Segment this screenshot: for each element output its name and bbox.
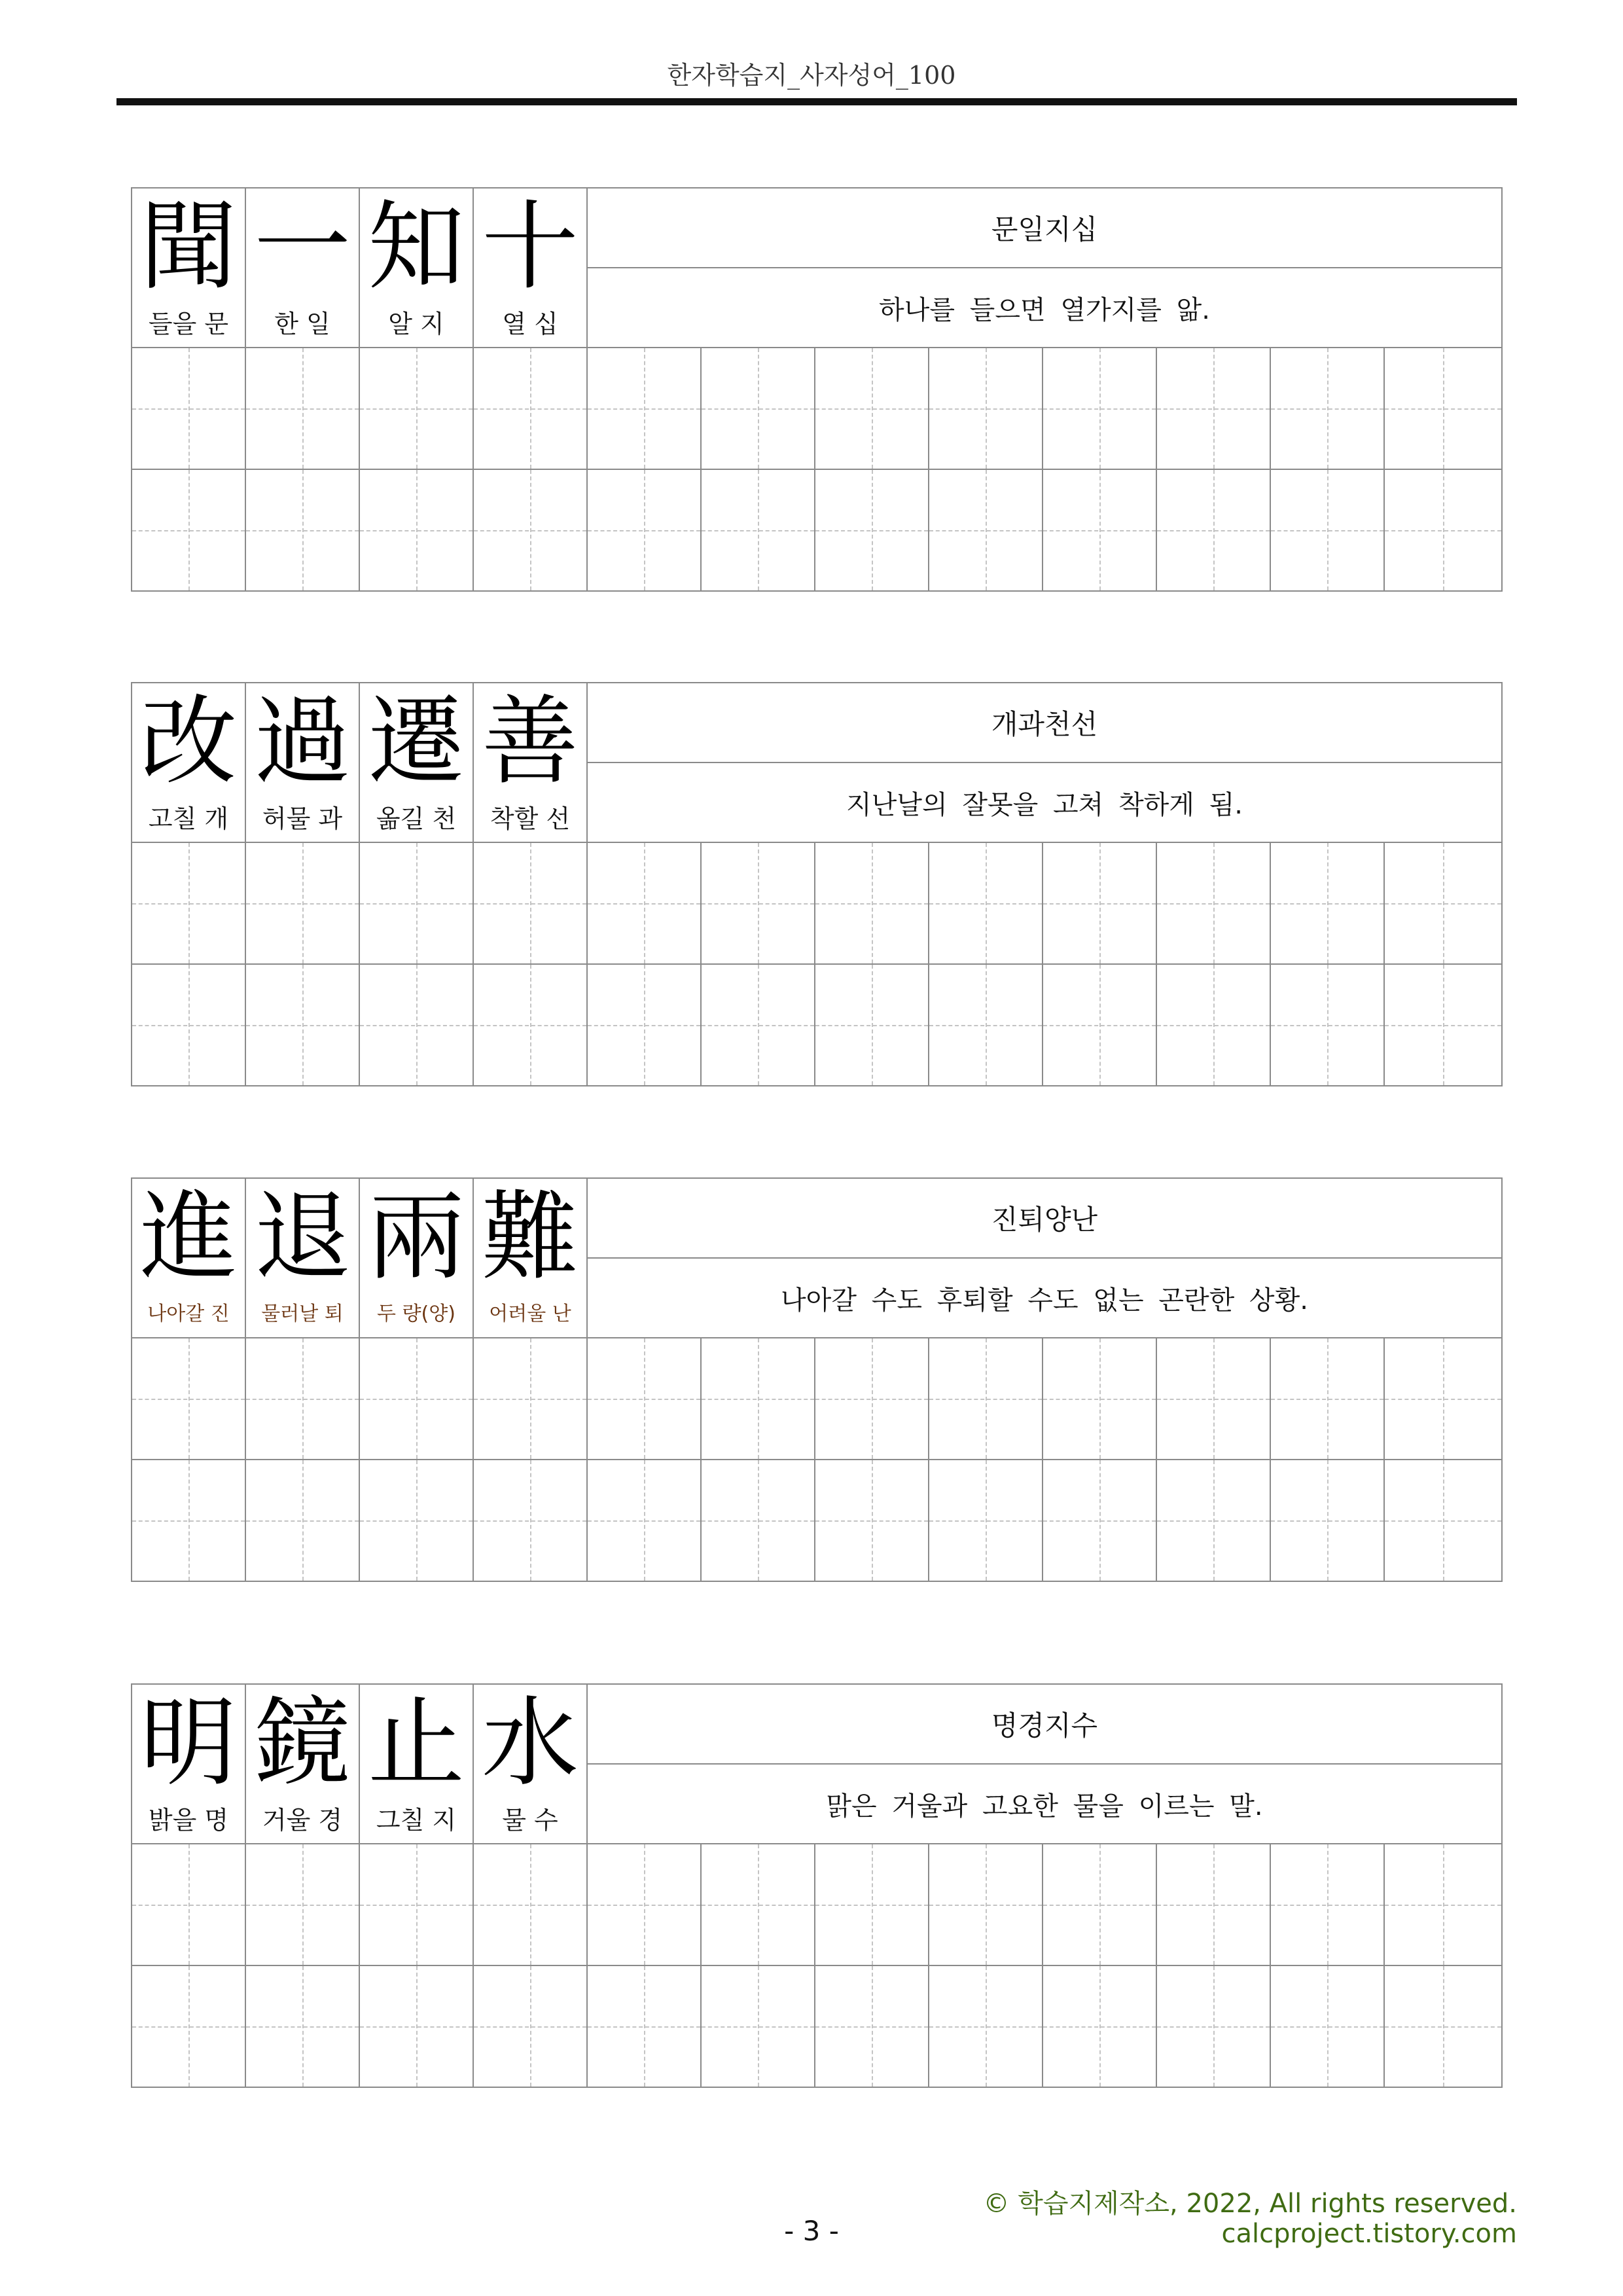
- practice-cell[interactable]: [700, 1459, 815, 1582]
- guide-line-horizontal: [815, 1520, 928, 1522]
- guide-line-horizontal: [588, 903, 700, 905]
- footer-copyright: © 학습지제작소, 2022, All rights reserved.: [983, 2189, 1517, 2219]
- guide-line-horizontal: [815, 2026, 928, 2028]
- practice-cell[interactable]: [700, 1337, 815, 1460]
- practice-cell[interactable]: [359, 347, 474, 470]
- guide-line-horizontal: [1385, 1905, 1501, 1906]
- hun-eum-label: 물러날 퇴: [261, 1302, 344, 1325]
- practice-cell[interactable]: [473, 347, 588, 470]
- guide-line-horizontal: [588, 1905, 700, 1906]
- guide-line-horizontal: [815, 903, 928, 905]
- idiom-block: [131, 1683, 1503, 2087]
- idiom-reading: 진퇴양난: [991, 1204, 1098, 1236]
- idiom-reading: 명경지수: [991, 1710, 1098, 1742]
- guide-line-horizontal: [1385, 408, 1501, 410]
- practice-cell[interactable]: [1156, 1843, 1271, 1966]
- practice-cell[interactable]: [1383, 1843, 1503, 1966]
- hanja-cell: [131, 1683, 246, 1844]
- idiom-meaning: 맑은 거울과 고요한 물을 이르는 말.: [826, 1791, 1263, 1821]
- guide-line-horizontal: [1385, 1399, 1501, 1400]
- hun-eum-label: 열 십: [502, 310, 558, 338]
- practice-cell[interactable]: [131, 347, 246, 470]
- idiom-block: [131, 1177, 1503, 1581]
- hanja-character: 進: [140, 1181, 237, 1293]
- meaning-cell: [586, 1763, 1503, 1844]
- practice-cell[interactable]: [131, 1337, 246, 1460]
- guide-line-horizontal: [588, 408, 700, 410]
- hun-eum-label: 거울 경: [262, 1806, 343, 1835]
- practice-cell[interactable]: [700, 842, 815, 965]
- guide-line-horizontal: [1043, 2026, 1156, 2028]
- practice-cell[interactable]: [131, 842, 246, 965]
- practice-cell[interactable]: [473, 963, 588, 1086]
- guide-line-horizontal: [702, 1399, 814, 1400]
- practice-cell[interactable]: [586, 1337, 702, 1460]
- guide-line-horizontal: [1157, 903, 1270, 905]
- guide-line-horizontal: [815, 1905, 928, 1906]
- idiom-meaning: 나아갈 수도 후퇴할 수도 없는 곤란한 상황.: [781, 1285, 1308, 1316]
- guide-line-horizontal: [815, 1025, 928, 1026]
- guide-line-horizontal: [815, 1399, 928, 1400]
- practice-cell[interactable]: [1383, 963, 1503, 1086]
- guide-line-horizontal: [1043, 1025, 1156, 1026]
- guide-line-horizontal: [246, 2026, 359, 2028]
- guide-line-horizontal: [815, 408, 928, 410]
- hanja-character: 遷: [368, 685, 465, 798]
- guide-line-horizontal: [1271, 903, 1383, 905]
- hun-eum-label: 두 량(양): [377, 1302, 455, 1325]
- practice-cell[interactable]: [1270, 1459, 1385, 1582]
- practice-cell[interactable]: [245, 469, 360, 592]
- practice-cell[interactable]: [131, 469, 246, 592]
- practice-cell[interactable]: [928, 963, 1043, 1086]
- practice-cell[interactable]: [586, 1459, 702, 1582]
- guide-line-horizontal: [588, 1399, 700, 1400]
- practice-cell[interactable]: [1042, 963, 1157, 1086]
- hanja-character: 退: [254, 1181, 351, 1293]
- footer-url: calcproject.tistory.com: [1221, 2219, 1517, 2249]
- guide-line-horizontal: [1043, 903, 1156, 905]
- hanja-cell: [245, 187, 360, 348]
- practice-cell[interactable]: [1383, 469, 1503, 592]
- guide-line-horizontal: [360, 1905, 473, 1906]
- guide-line-horizontal: [1271, 1520, 1383, 1522]
- practice-cell[interactable]: [1042, 347, 1157, 470]
- guide-line-horizontal: [474, 2026, 586, 2028]
- practice-cell[interactable]: [245, 1843, 360, 1966]
- practice-cell[interactable]: [359, 1843, 474, 1966]
- guide-line-horizontal: [588, 1025, 700, 1026]
- practice-cell[interactable]: [1383, 1459, 1503, 1582]
- idiom-meaning: 지난날의 잘못을 고쳐 착하게 됨.: [846, 789, 1243, 820]
- guide-line-horizontal: [132, 1025, 245, 1026]
- guide-line-horizontal: [132, 2026, 245, 2028]
- hun-eum-label: 밝을 명: [148, 1806, 229, 1835]
- hun-eum-label: 나아갈 진: [147, 1302, 230, 1325]
- guide-line-horizontal: [474, 1399, 586, 1400]
- practice-cell[interactable]: [814, 842, 929, 965]
- guide-line-horizontal: [702, 1025, 814, 1026]
- reading-cell: [586, 187, 1503, 268]
- practice-cell[interactable]: [473, 842, 588, 965]
- hun-eum-label: 옮길 천: [376, 804, 457, 833]
- hanja-cell: [245, 1177, 360, 1338]
- idiom-block: [131, 682, 1503, 1085]
- practice-cell[interactable]: [1383, 347, 1503, 470]
- hanja-cell: [245, 682, 360, 843]
- guide-line-horizontal: [132, 903, 245, 905]
- practice-cell[interactable]: [1156, 963, 1271, 1086]
- meaning-cell: [586, 267, 1503, 348]
- guide-line-horizontal: [1157, 1520, 1270, 1522]
- guide-line-horizontal: [702, 1905, 814, 1906]
- hanja-character: 水: [482, 1687, 579, 1799]
- guide-line-horizontal: [474, 903, 586, 905]
- practice-cell[interactable]: [1156, 1965, 1271, 2088]
- practice-cell[interactable]: [928, 1337, 1043, 1460]
- guide-line-horizontal: [360, 2026, 473, 2028]
- guide-line-horizontal: [1385, 1025, 1501, 1026]
- guide-line-horizontal: [1271, 408, 1383, 410]
- practice-cell[interactable]: [1042, 1459, 1157, 1582]
- practice-cell[interactable]: [131, 1459, 246, 1582]
- practice-cell[interactable]: [359, 1337, 474, 1460]
- practice-cell[interactable]: [359, 963, 474, 1086]
- idiom-reading: 개과천선: [991, 708, 1098, 740]
- guide-line-horizontal: [1271, 1905, 1383, 1906]
- guide-line-horizontal: [360, 1025, 473, 1026]
- reading-cell: [586, 1683, 1503, 1765]
- guide-line-horizontal: [929, 1905, 1042, 1906]
- guide-line-horizontal: [929, 408, 1042, 410]
- practice-cell[interactable]: [928, 1843, 1043, 1966]
- hanja-cell: [359, 187, 474, 348]
- guide-line-horizontal: [246, 1520, 359, 1522]
- hanja-cell: [473, 1683, 588, 1844]
- guide-line-horizontal: [474, 530, 586, 531]
- guide-line-horizontal: [1271, 1025, 1383, 1026]
- guide-line-horizontal: [588, 530, 700, 531]
- practice-cell[interactable]: [1042, 1843, 1157, 1966]
- practice-cell[interactable]: [1156, 1337, 1271, 1460]
- meaning-cell: [586, 1257, 1503, 1338]
- guide-line-horizontal: [474, 1025, 586, 1026]
- practice-cell[interactable]: [1270, 347, 1385, 470]
- practice-cell[interactable]: [1270, 1843, 1385, 1966]
- guide-line-horizontal: [1157, 1399, 1270, 1400]
- guide-line-horizontal: [360, 1399, 473, 1400]
- practice-cell[interactable]: [814, 1843, 929, 1966]
- reading-cell: [586, 1177, 1503, 1259]
- guide-line-horizontal: [1385, 2026, 1501, 2028]
- practice-cell[interactable]: [1383, 842, 1503, 965]
- practice-cell[interactable]: [359, 1965, 474, 2088]
- guide-line-horizontal: [1385, 903, 1501, 905]
- guide-line-horizontal: [588, 2026, 700, 2028]
- hun-eum-label: 물 수: [502, 1806, 558, 1835]
- practice-cell[interactable]: [1270, 1337, 1385, 1460]
- guide-line-horizontal: [246, 1905, 359, 1906]
- guide-line-horizontal: [702, 1520, 814, 1522]
- hanja-character: 善: [482, 685, 579, 798]
- practice-cell[interactable]: [359, 842, 474, 965]
- guide-line-horizontal: [1043, 1399, 1156, 1400]
- meaning-cell: [586, 762, 1503, 843]
- practice-cell[interactable]: [1383, 1965, 1503, 2088]
- guide-line-horizontal: [132, 408, 245, 410]
- practice-cell[interactable]: [245, 1337, 360, 1460]
- guide-line-horizontal: [702, 408, 814, 410]
- practice-cell[interactable]: [1270, 1965, 1385, 2088]
- practice-cell[interactable]: [586, 963, 702, 1086]
- practice-cell[interactable]: [1042, 1337, 1157, 1460]
- practice-cell[interactable]: [1042, 469, 1157, 592]
- hanja-cell: [245, 1683, 360, 1844]
- practice-cell[interactable]: [245, 842, 360, 965]
- practice-cell[interactable]: [928, 347, 1043, 470]
- hanja-character: 難: [482, 1181, 579, 1293]
- practice-cell[interactable]: [1156, 469, 1271, 592]
- guide-line-horizontal: [246, 530, 359, 531]
- practice-cell[interactable]: [245, 1459, 360, 1582]
- guide-line-horizontal: [702, 2026, 814, 2028]
- practice-cell[interactable]: [359, 469, 474, 592]
- hun-eum-label: 한 일: [274, 310, 330, 338]
- practice-cell[interactable]: [473, 469, 588, 592]
- idiom-block: [131, 187, 1503, 590]
- practice-cell[interactable]: [928, 469, 1043, 592]
- hanja-cell: [131, 187, 246, 348]
- guide-line-horizontal: [1157, 1905, 1270, 1906]
- guide-line-horizontal: [360, 408, 473, 410]
- hanja-character: 十: [482, 190, 579, 303]
- hanja-cell: [131, 682, 246, 843]
- guide-line-horizontal: [1043, 408, 1156, 410]
- guide-line-horizontal: [929, 1520, 1042, 1522]
- guide-line-horizontal: [929, 903, 1042, 905]
- guide-line-horizontal: [1043, 530, 1156, 531]
- guide-line-horizontal: [588, 1520, 700, 1522]
- practice-cell[interactable]: [586, 347, 702, 470]
- hun-eum-label: 고칠 개: [148, 804, 229, 833]
- guide-line-horizontal: [1157, 408, 1270, 410]
- guide-line-horizontal: [474, 1905, 586, 1906]
- practice-cell[interactable]: [814, 1337, 929, 1460]
- practice-cell[interactable]: [700, 469, 815, 592]
- practice-cell[interactable]: [700, 1843, 815, 1966]
- practice-cell[interactable]: [586, 842, 702, 965]
- practice-cell[interactable]: [586, 1965, 702, 2088]
- guide-line-horizontal: [1157, 1025, 1270, 1026]
- guide-line-horizontal: [132, 1399, 245, 1400]
- guide-line-horizontal: [1385, 530, 1501, 531]
- practice-cell[interactable]: [700, 347, 815, 470]
- guide-line-horizontal: [132, 1520, 245, 1522]
- header-divider: [116, 98, 1517, 105]
- practice-cell[interactable]: [131, 1965, 246, 2088]
- hanja-character: 一: [254, 190, 351, 303]
- practice-cell[interactable]: [245, 1965, 360, 2088]
- practice-cell[interactable]: [814, 347, 929, 470]
- guide-line-horizontal: [474, 1520, 586, 1522]
- page-header-title: 한자학습지_사자성어_100: [667, 61, 956, 90]
- guide-line-horizontal: [929, 1399, 1042, 1400]
- guide-line-horizontal: [929, 1025, 1042, 1026]
- guide-line-horizontal: [1271, 2026, 1383, 2028]
- practice-cell[interactable]: [814, 1965, 929, 2088]
- practice-cell[interactable]: [245, 347, 360, 470]
- guide-line-horizontal: [702, 903, 814, 905]
- hanja-character: 兩: [368, 1181, 465, 1293]
- guide-line-horizontal: [1271, 530, 1383, 531]
- guide-line-horizontal: [1385, 1520, 1501, 1522]
- guide-line-horizontal: [360, 1520, 473, 1522]
- hanja-cell: [131, 1177, 246, 1338]
- guide-line-horizontal: [1271, 1399, 1383, 1400]
- guide-line-horizontal: [246, 408, 359, 410]
- practice-cell[interactable]: [473, 1337, 588, 1460]
- guide-line-horizontal: [1043, 1905, 1156, 1906]
- hanja-character: 改: [140, 685, 237, 798]
- practice-cell[interactable]: [814, 469, 929, 592]
- practice-cell[interactable]: [928, 842, 1043, 965]
- practice-cell[interactable]: [1270, 469, 1385, 592]
- practice-cell[interactable]: [1383, 1337, 1503, 1460]
- practice-cell[interactable]: [1042, 842, 1157, 965]
- hanja-cell: [473, 682, 588, 843]
- practice-cell[interactable]: [473, 1965, 588, 2088]
- practice-cell[interactable]: [359, 1459, 474, 1582]
- practice-cell[interactable]: [473, 1843, 588, 1966]
- practice-cell[interactable]: [1270, 963, 1385, 1086]
- practice-cell[interactable]: [473, 1459, 588, 1582]
- guide-line-horizontal: [132, 1905, 245, 1906]
- guide-line-horizontal: [1043, 1520, 1156, 1522]
- practice-cell[interactable]: [1042, 1965, 1157, 2088]
- practice-cell[interactable]: [814, 963, 929, 1086]
- guide-line-horizontal: [132, 530, 245, 531]
- guide-line-horizontal: [474, 408, 586, 410]
- hanja-cell: [359, 1683, 474, 1844]
- hun-eum-label: 들을 문: [148, 310, 229, 338]
- hanja-character: 知: [368, 190, 465, 303]
- practice-cell[interactable]: [245, 963, 360, 1086]
- practice-cell[interactable]: [928, 1459, 1043, 1582]
- guide-line-horizontal: [246, 1025, 359, 1026]
- hanja-character: 明: [140, 1687, 237, 1799]
- guide-line-horizontal: [1157, 2026, 1270, 2028]
- hanja-character: 止: [368, 1687, 465, 1799]
- hanja-character: 聞: [140, 190, 237, 303]
- guide-line-horizontal: [1157, 530, 1270, 531]
- hun-eum-label: 그칠 지: [376, 1806, 457, 1835]
- guide-line-horizontal: [360, 530, 473, 531]
- hanja-cell: [473, 1177, 588, 1338]
- guide-line-horizontal: [815, 530, 928, 531]
- practice-cell[interactable]: [131, 963, 246, 1086]
- practice-cell[interactable]: [1270, 842, 1385, 965]
- guide-line-horizontal: [929, 530, 1042, 531]
- guide-line-horizontal: [246, 1399, 359, 1400]
- practice-cell[interactable]: [814, 1459, 929, 1582]
- page-number: - 3 -: [784, 2215, 839, 2247]
- hun-eum-label: 알 지: [388, 310, 444, 338]
- practice-cell[interactable]: [586, 1843, 702, 1966]
- practice-cell[interactable]: [700, 963, 815, 1086]
- hanja-character: 過: [254, 685, 351, 798]
- guide-line-horizontal: [360, 903, 473, 905]
- practice-cell[interactable]: [586, 469, 702, 592]
- hanja-character: 鏡: [254, 1687, 351, 1799]
- hun-eum-label: 어려울 난: [489, 1302, 571, 1325]
- guide-line-horizontal: [929, 2026, 1042, 2028]
- practice-cell[interactable]: [131, 1843, 246, 1966]
- hun-eum-label: 허물 과: [262, 804, 343, 833]
- hanja-cell: [359, 1177, 474, 1338]
- hanja-cell: [359, 682, 474, 843]
- guide-line-horizontal: [702, 530, 814, 531]
- guide-line-horizontal: [246, 903, 359, 905]
- idiom-meaning: 하나를 들으면 열가지를 앎.: [879, 295, 1210, 325]
- reading-cell: [586, 682, 1503, 763]
- hun-eum-label: 착할 선: [490, 804, 571, 833]
- practice-cell[interactable]: [1156, 842, 1271, 965]
- practice-cell[interactable]: [1156, 347, 1271, 470]
- hanja-cell: [473, 187, 588, 348]
- practice-cell[interactable]: [1156, 1459, 1271, 1582]
- idiom-reading: 문일지십: [991, 213, 1098, 245]
- practice-cell[interactable]: [700, 1965, 815, 2088]
- practice-cell[interactable]: [928, 1965, 1043, 2088]
